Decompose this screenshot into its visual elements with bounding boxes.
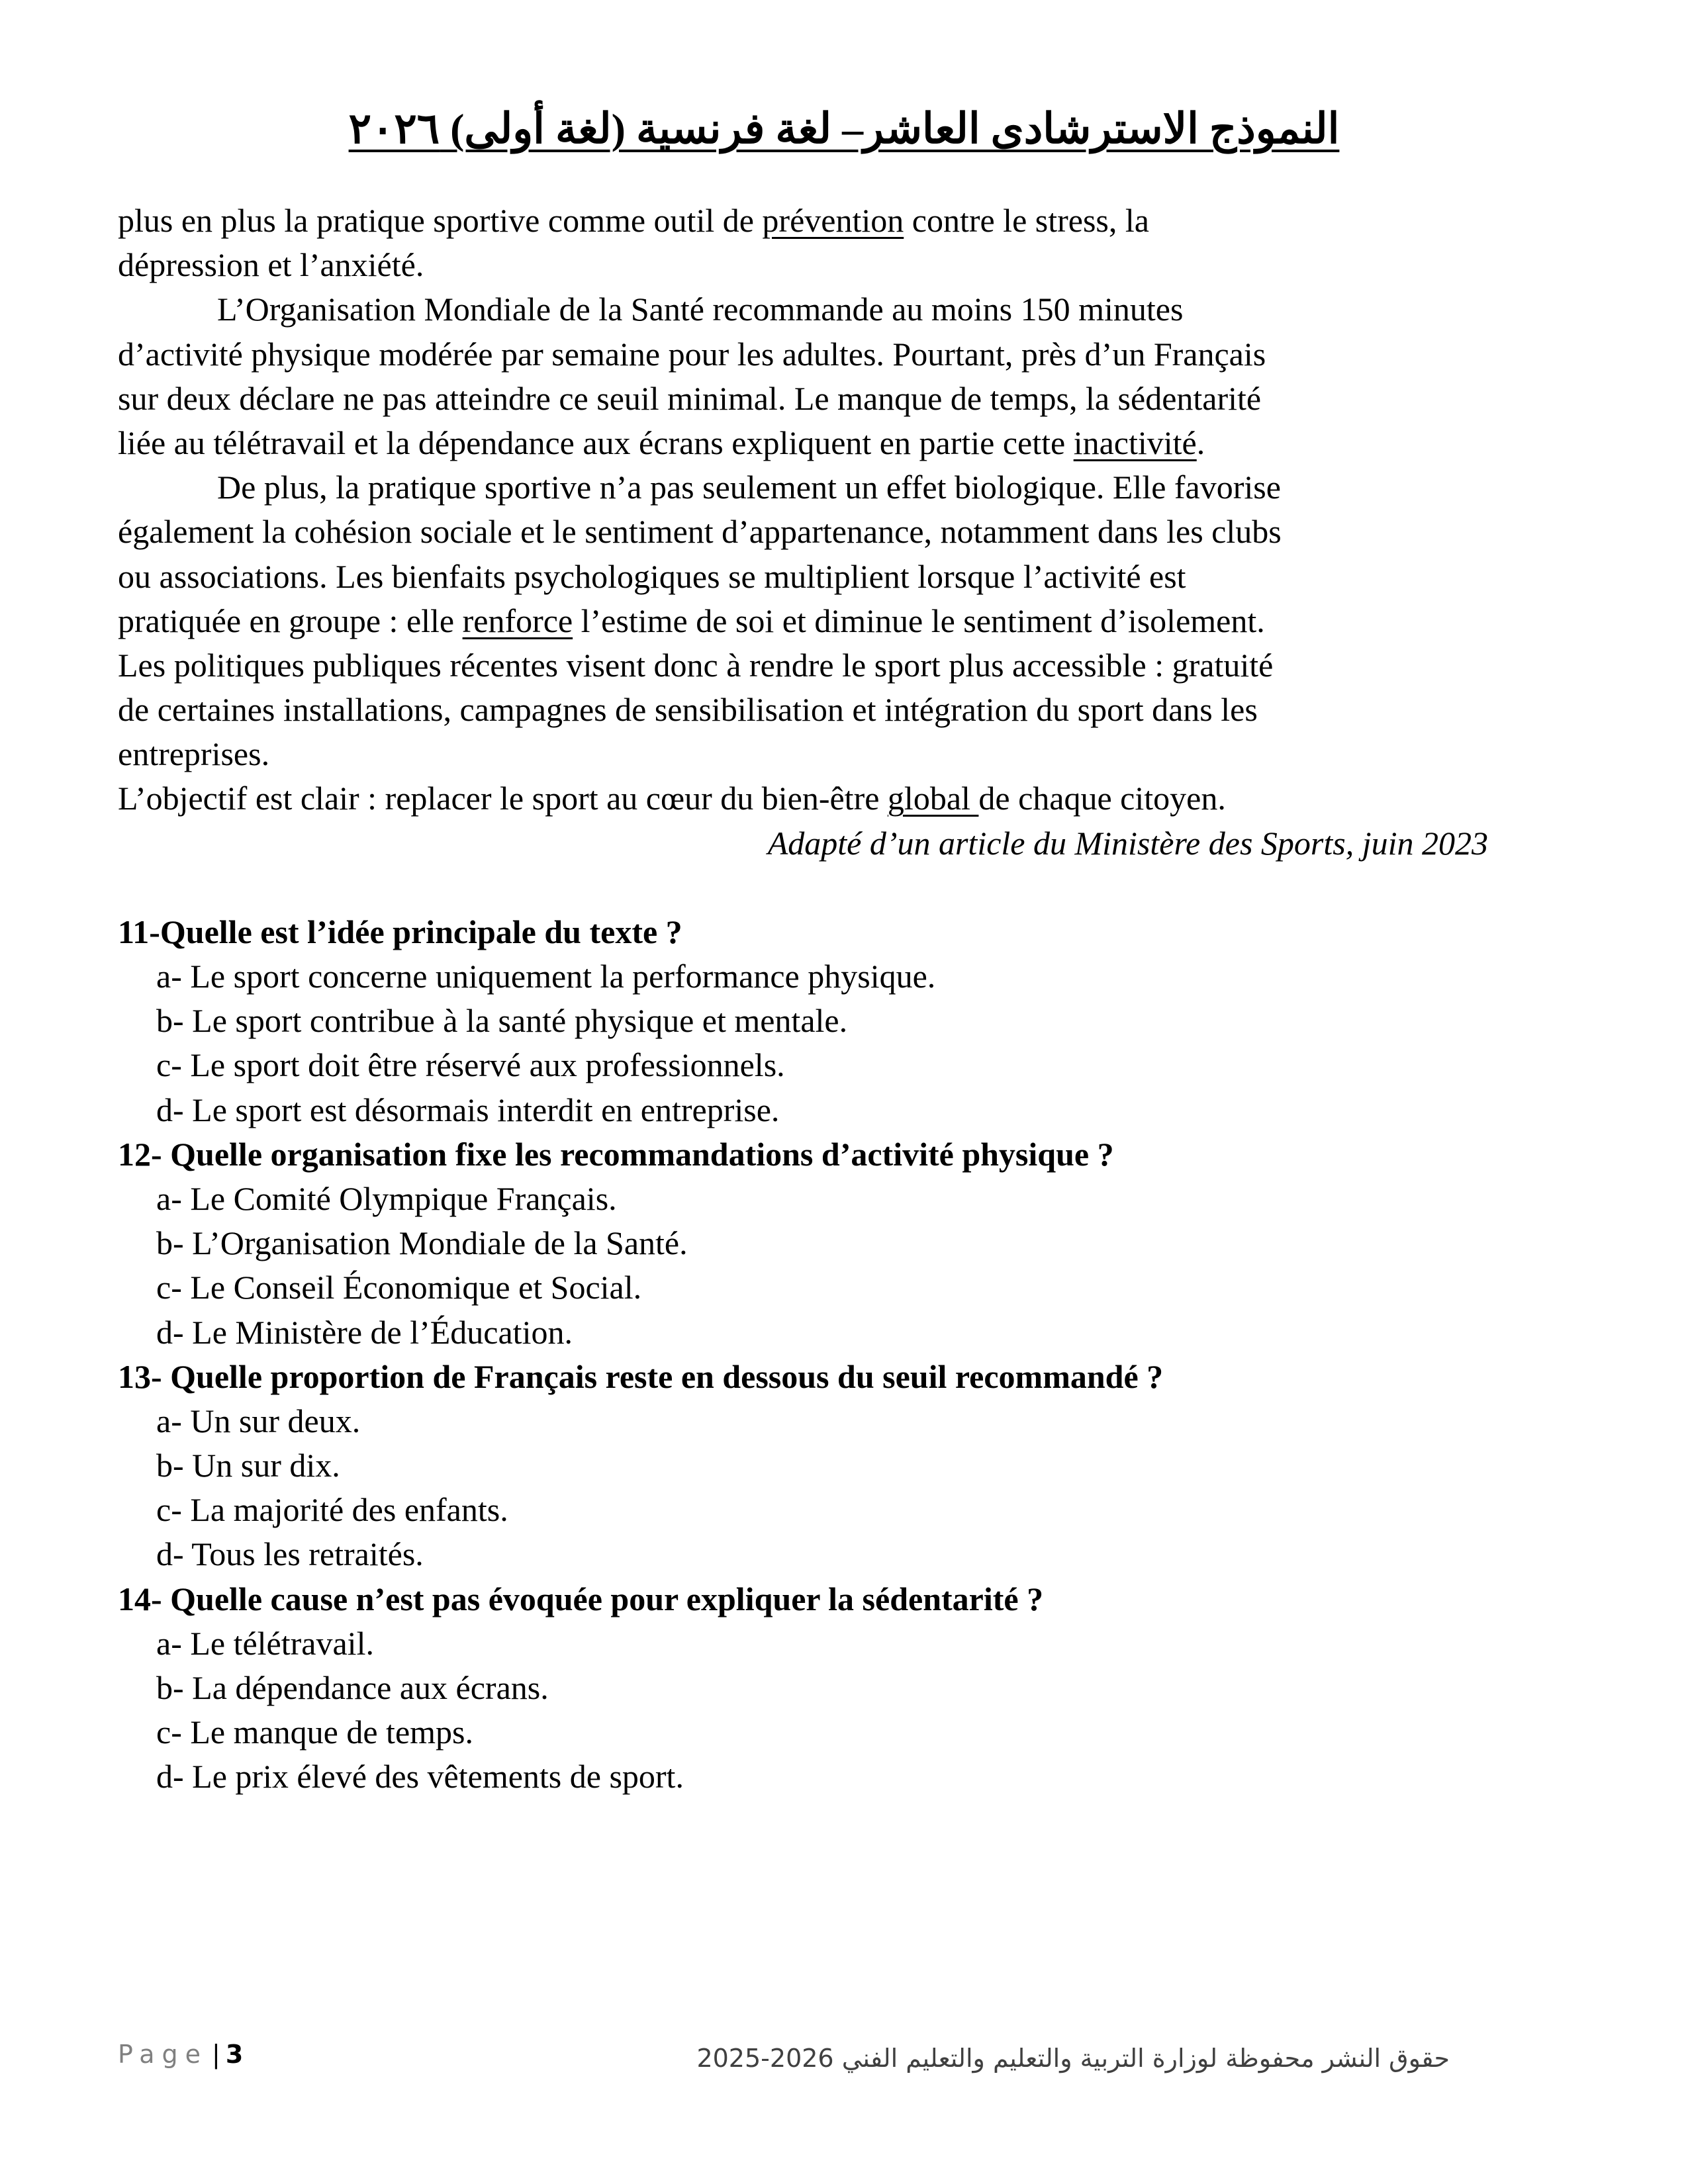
passage-line: Les politiques publiques récentes visent donc à rendre le sport plus accessible : gratuité [118, 646, 1274, 684]
answer-option[interactable]: c- Le Conseil Économique et Social. [156, 1269, 642, 1306]
answer-option[interactable]: a- Le Comité Olympique Français. [156, 1179, 617, 1217]
question-block-14 [118, 1577, 1501, 1799]
question-title: 13- Quelle proportion de Français reste en dessous du seuil recommandé ? [118, 1357, 1164, 1395]
passage-line: également la cohésion sociale et le sentiment d’appartenance, notamment dans les clubs [118, 513, 1282, 551]
underlined-word: prévention [762, 202, 904, 239]
passage-line: d’activité physique modérée par semaine pour les adultes. Pourtant, près d’un Français [118, 335, 1266, 373]
question-block-11 [118, 910, 1501, 1132]
answer-option[interactable]: c- Le sport doit être réservé aux professionnels. [156, 1046, 785, 1084]
answer-option[interactable]: d- Tous les retraités. [156, 1535, 424, 1573]
answer-option[interactable]: a- Le télétravail. [156, 1624, 374, 1662]
passage-line: dépression et l’anxiété. [118, 246, 424, 284]
reading-passage [118, 199, 1501, 866]
answer-option[interactable]: d- Le Ministère de l’Éducation. [156, 1313, 573, 1351]
passage-line: liée au télétravail et la dépendance aux écrans expliquent en partie cette inactivité. [118, 424, 1205, 461]
passage-line: sur deux déclare ne pas atteindre ce seuil minimal. Le manque de temps, la sédentarité [118, 379, 1262, 417]
page-number-footer [118, 2040, 243, 2069]
answer-option[interactable]: b- Le sport contribue à la santé physique et mentale. [156, 1002, 848, 1040]
passage-line: De plus, la pratique sportive n’a pas seulement un effet biologique. Elle favorise [217, 469, 1281, 506]
copyright-footer: حقوق النشر محفوظة لوزارة التربية والتعليم والتعليم الفني 2026-2025 [696, 2044, 1450, 2073]
answer-option[interactable]: d- Le sport est désormais interdit en entreprise. [156, 1091, 780, 1128]
page-label: Page [118, 2040, 208, 2069]
passage-line: L’Organisation Mondiale de la Santé recommande au moins 150 minutes [217, 291, 1184, 328]
underlined-word: renforce [462, 602, 573, 639]
answer-option[interactable]: b- Un sur dix. [156, 1447, 340, 1484]
question-title: 11-Quelle est l’idée principale du texte ? [118, 913, 682, 950]
underlined-word: global [887, 780, 979, 817]
question-title: 14- Quelle cause n’est pas évoquée pour expliquer la sédentarité ? [118, 1580, 1044, 1617]
underlined-word: inactivité [1073, 424, 1197, 461]
document-body [118, 199, 1501, 1799]
passage-source: Adapté d’un article du Ministère des Sports, juin 2023 [767, 824, 1488, 862]
exam-title: النموذج الاسترشادى العاشر– لغة فرنسية (لغة أولى) ٢٠٢٦ [348, 105, 1340, 152]
page-header [0, 105, 1688, 154]
passage-line: plus en plus la pratique sportive comme outil de prévention contre le stress, la [118, 202, 1149, 239]
answer-option[interactable]: d- Le prix élevé des vêtements de sport. [156, 1758, 684, 1796]
page-number: 3 [225, 2040, 244, 2069]
question-title: 12- Quelle organisation fixe les recommandations d’activité physique ? [118, 1135, 1114, 1173]
question-block-12 [118, 1132, 1501, 1355]
answer-option[interactable]: b- L’Organisation Mondiale de la Santé. [156, 1224, 688, 1262]
passage-line: pratiquée en groupe : elle renforce l’estime de soi et diminue le sentiment d’isolement. [118, 602, 1265, 639]
answer-option[interactable]: a- Un sur deux. [156, 1402, 361, 1439]
passage-line: de certaines installations, campagnes de sensibilisation et intégration du sport dans les [118, 691, 1258, 729]
passage-line: ou associations. Les bienfaits psychologiques se multiplient lorsque l’activité est [118, 557, 1186, 595]
question-block-13 [118, 1355, 1501, 1577]
answer-option[interactable]: b- La dépendance aux écrans. [156, 1669, 549, 1706]
passage-line: L’objectif est clair : replacer le sport au cœur du bien-être global de chaque citoyen. [118, 780, 1226, 817]
answer-option[interactable]: a- Le sport concerne uniquement la performance physique. [156, 958, 936, 995]
answer-option[interactable]: c- Le manque de temps. [156, 1713, 473, 1751]
page-separator: | [212, 2040, 220, 2069]
answer-option[interactable]: c- La majorité des enfants. [156, 1491, 508, 1529]
passage-line: entreprises. [118, 735, 270, 773]
